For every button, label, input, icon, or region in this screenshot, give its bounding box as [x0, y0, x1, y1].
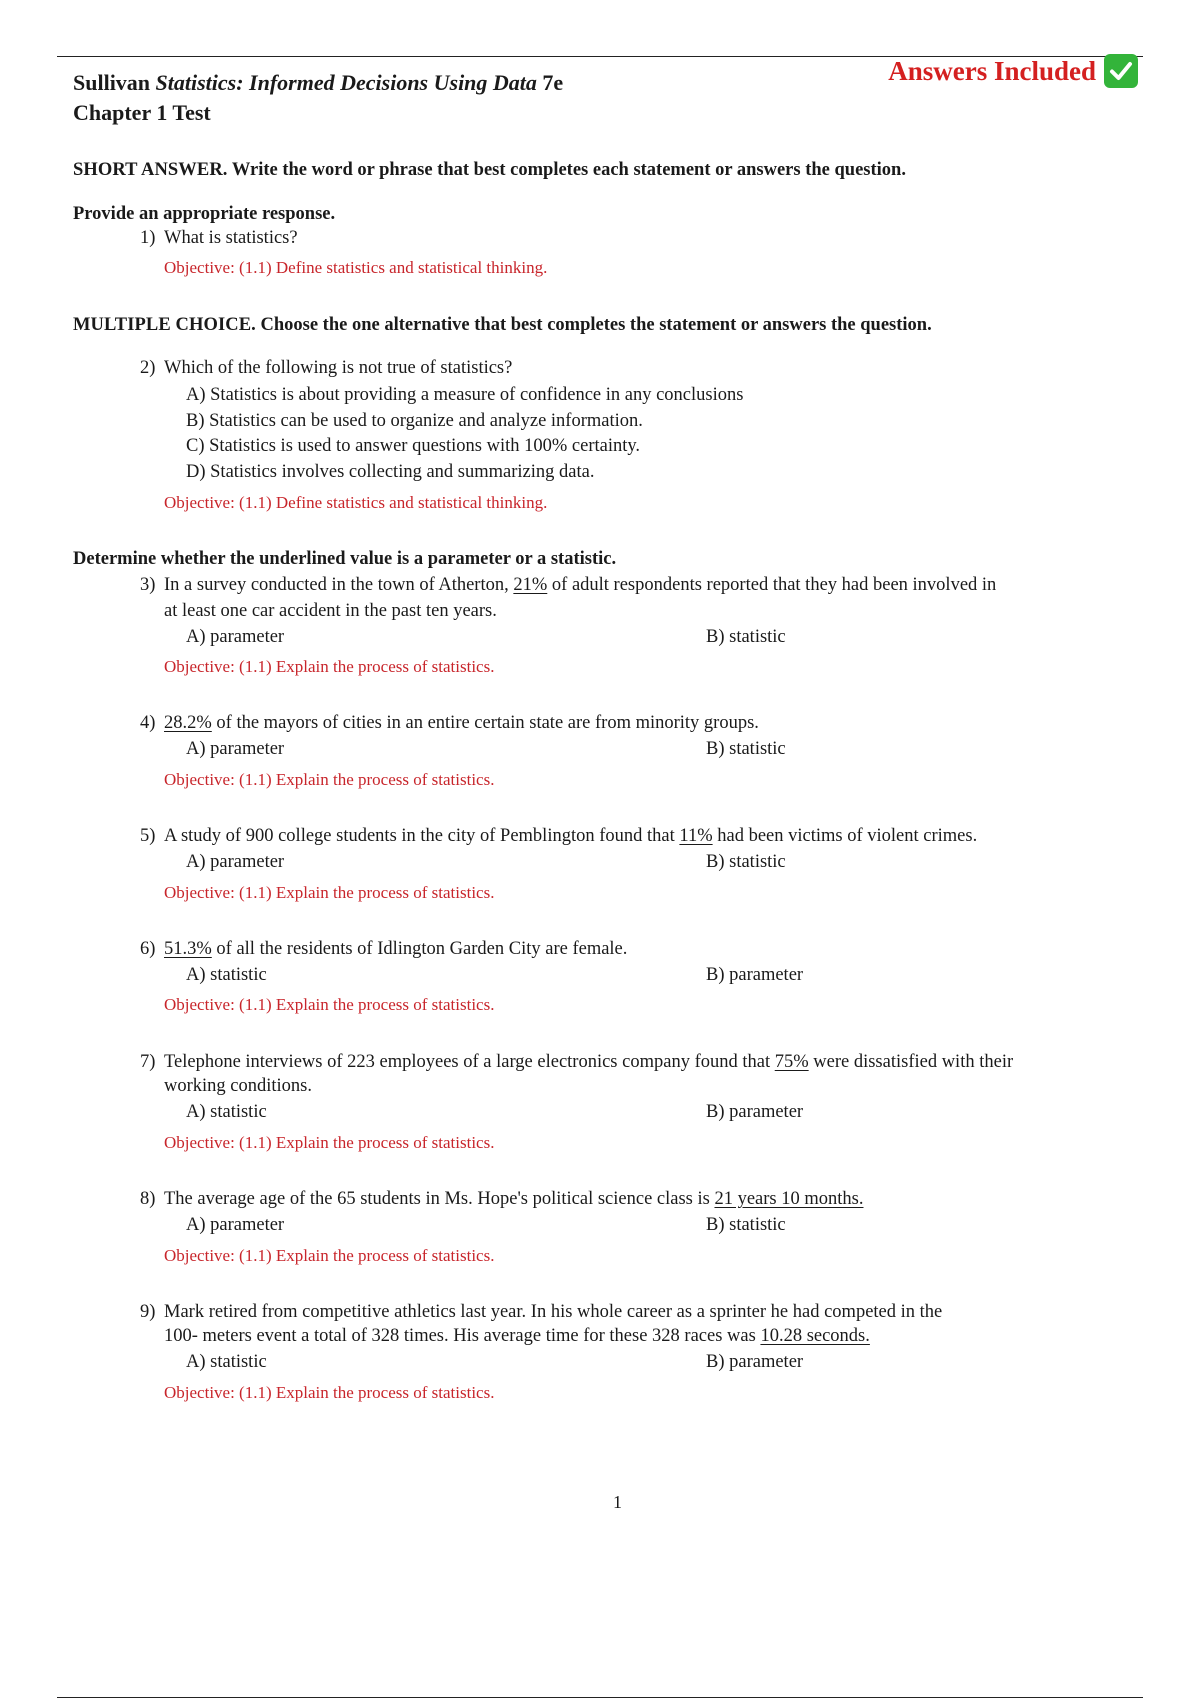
q2-option-b: B) Statistics can be used to organize and analyze information.: [186, 411, 643, 431]
question-8: 8) The average age of the 65 students in Ms. Hope's political science class is 21 years 10 months.: [140, 1189, 864, 1209]
short-answer-instructions: [73, 158, 906, 182]
determine-heading: Determine whether the underlined value is a parameter or a statistic.: [73, 549, 617, 569]
multiple-choice-lead: MULTIPLE CHOICE.: [73, 315, 256, 335]
q2-option-c: C) Statistics is used to answer questions with 100% certainty.: [186, 436, 641, 456]
q9-option-a: A) statistic: [186, 1352, 267, 1372]
title-edition: 7e: [536, 70, 564, 95]
page-number: 1: [613, 1492, 622, 1512]
q2-option-d: D) Statistics involves collecting and summarizing data.: [186, 462, 595, 482]
question-3-continued: at least one car accident in the past ten years.: [164, 601, 497, 621]
underlined-value: 21%: [513, 575, 548, 595]
question-7: 7) Telephone interviews of 223 employees of a large electronics company found that 75% were dissatisfied with their: [140, 1052, 1014, 1072]
objective-q6: Objective: (1.1) Explain the process of statistics.: [164, 995, 495, 1014]
question-1: 1) What is statistics?: [140, 228, 298, 248]
multiple-choice-text: Choose the one alternative that best completes the statement or answers the question.: [255, 315, 932, 335]
q5-option-b: B) statistic: [706, 852, 786, 872]
q4-option-a: A) parameter: [186, 739, 285, 759]
question-6: 6) 51.3% of all the residents of Idlington Garden City are female.: [140, 939, 628, 959]
objective-q1: Objective: (1.1) Define statistics and statistical thinking.: [164, 258, 548, 277]
underlined-value: 51.3%: [164, 939, 212, 959]
objective-q2: Objective: (1.1) Define statistics and statistical thinking.: [164, 493, 548, 512]
underlined-value: 21 years 10 months.: [714, 1189, 864, 1209]
underlined-value: 28.2%: [164, 713, 212, 733]
title-author: Sullivan: [73, 70, 156, 95]
book-title: [73, 69, 563, 97]
question-9-continued: 100- meters event a total of 328 times. His average time for these 328 races was 10.28 seconds.: [164, 1326, 870, 1346]
q6-option-a: A) statistic: [186, 965, 267, 985]
answers-included-text: Answers Included: [888, 56, 1096, 86]
question-3: 3) In a survey conducted in the town of Atherton, 21% of adult respondents reported that they had been involved in: [140, 575, 997, 595]
q2-option-a: A) Statistics is about providing a measure of confidence in any conclusions: [186, 385, 744, 405]
underlined-value: 10.28 seconds.: [760, 1326, 870, 1346]
question-7-continued: working conditions.: [164, 1076, 312, 1096]
q3-option-b: B) statistic: [706, 627, 786, 647]
question-5: 5) A study of 900 college students in the city of Pemblington found that 11% had been victims of violent crimes.: [140, 826, 978, 846]
q7-option-a: A) statistic: [186, 1102, 267, 1122]
objective-q5: Objective: (1.1) Explain the process of statistics.: [164, 883, 495, 902]
objective-q3: Objective: (1.1) Explain the process of statistics.: [164, 657, 495, 676]
q8-option-b: B) statistic: [706, 1215, 786, 1235]
answers-included-badge: [888, 53, 1138, 89]
q3-option-a: A) parameter: [186, 627, 285, 647]
q4-option-b: B) statistic: [706, 739, 786, 759]
question-9: 9) Mark retired from competitive athletics last year. In his whole career as a sprinter he had competed in the: [140, 1302, 943, 1322]
chapter-title: Chapter 1 Test: [73, 100, 211, 125]
underlined-value: 75%: [774, 1052, 809, 1072]
objective-q7: Objective: (1.1) Explain the process of statistics.: [164, 1133, 495, 1152]
objective-q8: Objective: (1.1) Explain the process of statistics.: [164, 1246, 495, 1265]
q5-option-a: A) parameter: [186, 852, 285, 872]
objective-q9: Objective: (1.1) Explain the process of statistics.: [164, 1383, 495, 1402]
objective-q4: Objective: (1.1) Explain the process of statistics.: [164, 770, 495, 789]
question-2: 2) Which of the following is not true of statistics?: [140, 358, 513, 378]
underlined-value: 11%: [679, 826, 713, 846]
q7-option-b: B) parameter: [706, 1102, 804, 1122]
q6-option-b: B) parameter: [706, 965, 804, 985]
q8-option-a: A) parameter: [186, 1215, 285, 1235]
title-book: Statistics: Informed Decisions Using Data: [155, 70, 537, 95]
question-4: 4) 28.2% of the mayors of cities in an entire certain state are from minority groups.: [140, 713, 759, 733]
multiple-choice-instructions: [73, 313, 932, 337]
short-answer-lead: SHORT ANSWER.: [73, 160, 228, 180]
short-answer-text: Write the word or phrase that best completes each statement or answers the question.: [227, 160, 906, 180]
check-icon: [1104, 54, 1138, 88]
bottom-rule: [57, 1697, 1143, 1698]
provide-response-heading: Provide an appropriate response.: [73, 204, 336, 224]
q9-option-b: B) parameter: [706, 1352, 804, 1372]
